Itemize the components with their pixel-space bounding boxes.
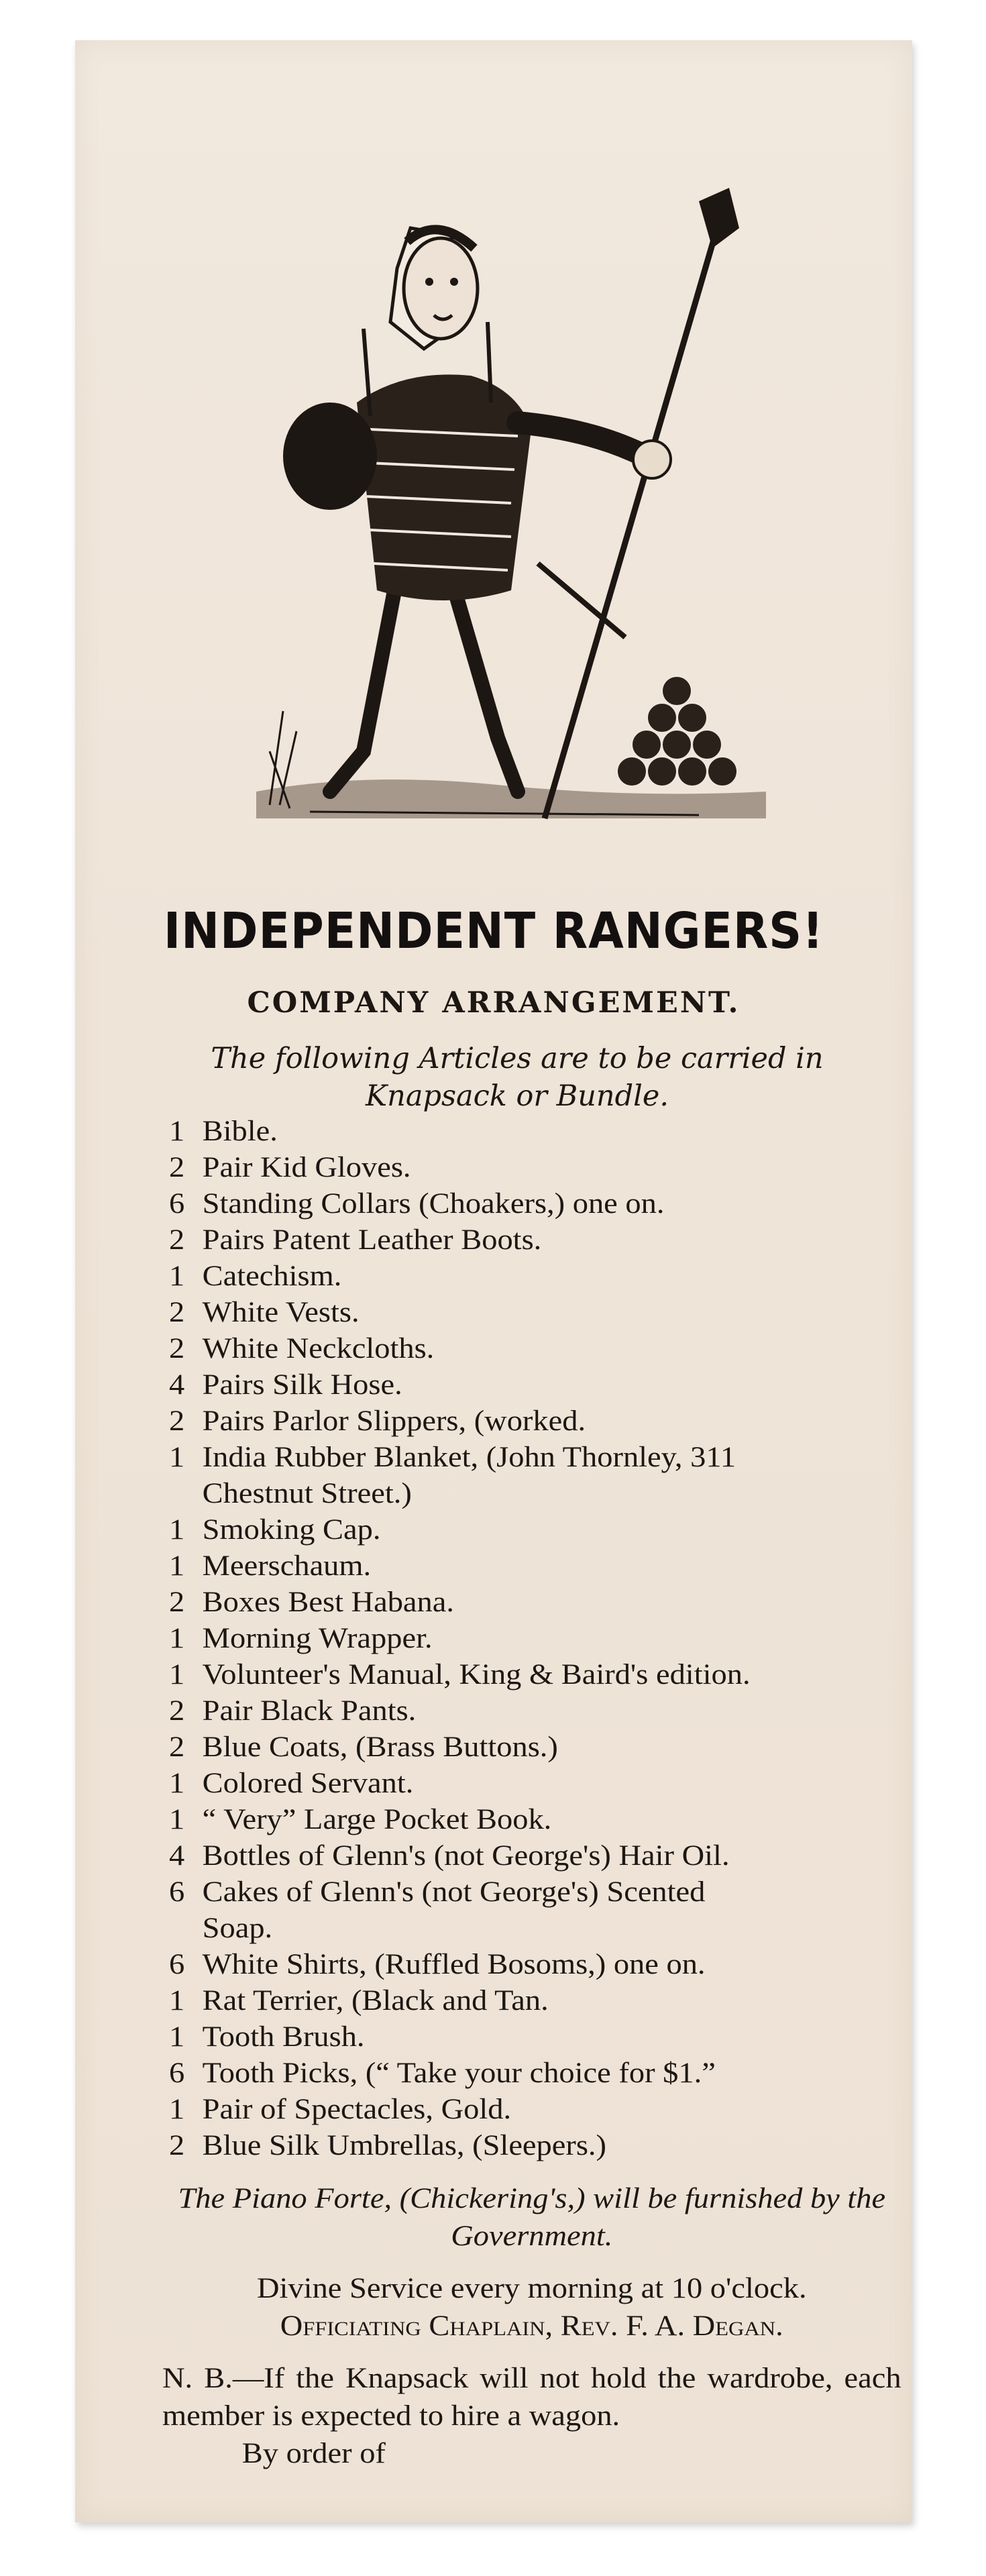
list-item: 6 Tooth Picks, (“ Take your choice for $1.”: [169, 2057, 716, 2089]
list-item: 1 Catechism.: [169, 1260, 342, 1292]
list-item: 2 Pairs Parlor Slippers, (worked.: [169, 1405, 586, 1437]
list-item: 1 Meerschaum.: [169, 1550, 372, 1582]
list-item: 2 Blue Coats, (Brass Buttons.): [169, 1731, 558, 1763]
list-item: 6 Cakes of Glenn's (not George's) Scented: [169, 1876, 706, 1908]
broadside-sheet: [75, 40, 912, 2522]
service-line: Divine Service every morning at 10 o'clock.: [257, 2273, 807, 2304]
by-order-of: By order of: [241, 2438, 386, 2469]
list-item: 6 White Shirts, (Ruffled Bosoms,) one on.: [169, 1949, 706, 1980]
divine-service: [162, 2270, 901, 2345]
list-item: 1 Pair of Spectacles, Gold.: [169, 2094, 512, 2125]
list-item: 2 Pair Black Pants.: [169, 1695, 417, 1727]
intro-text: The following Articles are to be carried in Knapsack or Bundle.: [211, 1042, 824, 1113]
footer-notes: [162, 2180, 901, 2473]
list-item: 1 Colored Servant.: [169, 1768, 414, 1799]
list-item: 2 Blue Silk Umbrellas, (Sleepers.): [169, 2130, 606, 2161]
article-list: [169, 1114, 966, 2164]
list-item: 6 Standing Collars (Choakers,) one on.: [169, 1188, 665, 1220]
document-subtitle: COMPANY ARRANGEMENT.: [247, 986, 741, 1020]
list-item-continuation: Soap.: [202, 1913, 273, 1944]
nota-bene: N. B.—If the Knapsack will not hold the wardrobe, each member is expected to hire a wagon.: [162, 2363, 901, 2432]
list-item: 2 Boxes Best Habana.: [169, 1587, 454, 1618]
list-item-continuation: Chestnut Street.): [202, 1478, 412, 1509]
list-item: 2 White Vests.: [169, 1297, 360, 1328]
list-item: 1 Smoking Cap.: [169, 1514, 381, 1546]
list-item: 1 Volunteer's Manual, King & Baird's edition.: [169, 1659, 751, 1690]
list-item: 1 India Rubber Blanket, (John Thornley, 311: [169, 1442, 736, 1473]
piano-note: The Piano Forte, (Chickering's,) will be furnished by the Government.: [178, 2183, 886, 2252]
chaplain-line: Officiating Chaplain, Rev. F. A. Degan.: [280, 2310, 783, 2342]
list-item: 2 Pairs Patent Leather Boots.: [169, 1224, 542, 1256]
list-item: 1 Rat Terrier, (Black and Tan.: [169, 1985, 549, 2017]
document-title: INDEPENDENT RANGERS!: [163, 902, 824, 960]
list-item: 1 Morning Wrapper.: [169, 1623, 433, 1654]
list-item: 2 White Neckcloths.: [169, 1333, 435, 1364]
list-item: 4 Pairs Silk Hose.: [169, 1369, 402, 1401]
soldier-caricature-illustration: [229, 148, 779, 872]
list-item: 2 Pair Kid Gloves.: [169, 1152, 411, 1183]
list-item: 4 Bottles of Glenn's (not George's) Hair Oil.: [169, 1840, 730, 1872]
list-item: 1 Bible.: [169, 1116, 278, 1147]
list-item: 1 Tooth Brush.: [169, 2021, 365, 2053]
list-item: 1 “ Very” Large Pocket Book.: [169, 1804, 552, 1835]
